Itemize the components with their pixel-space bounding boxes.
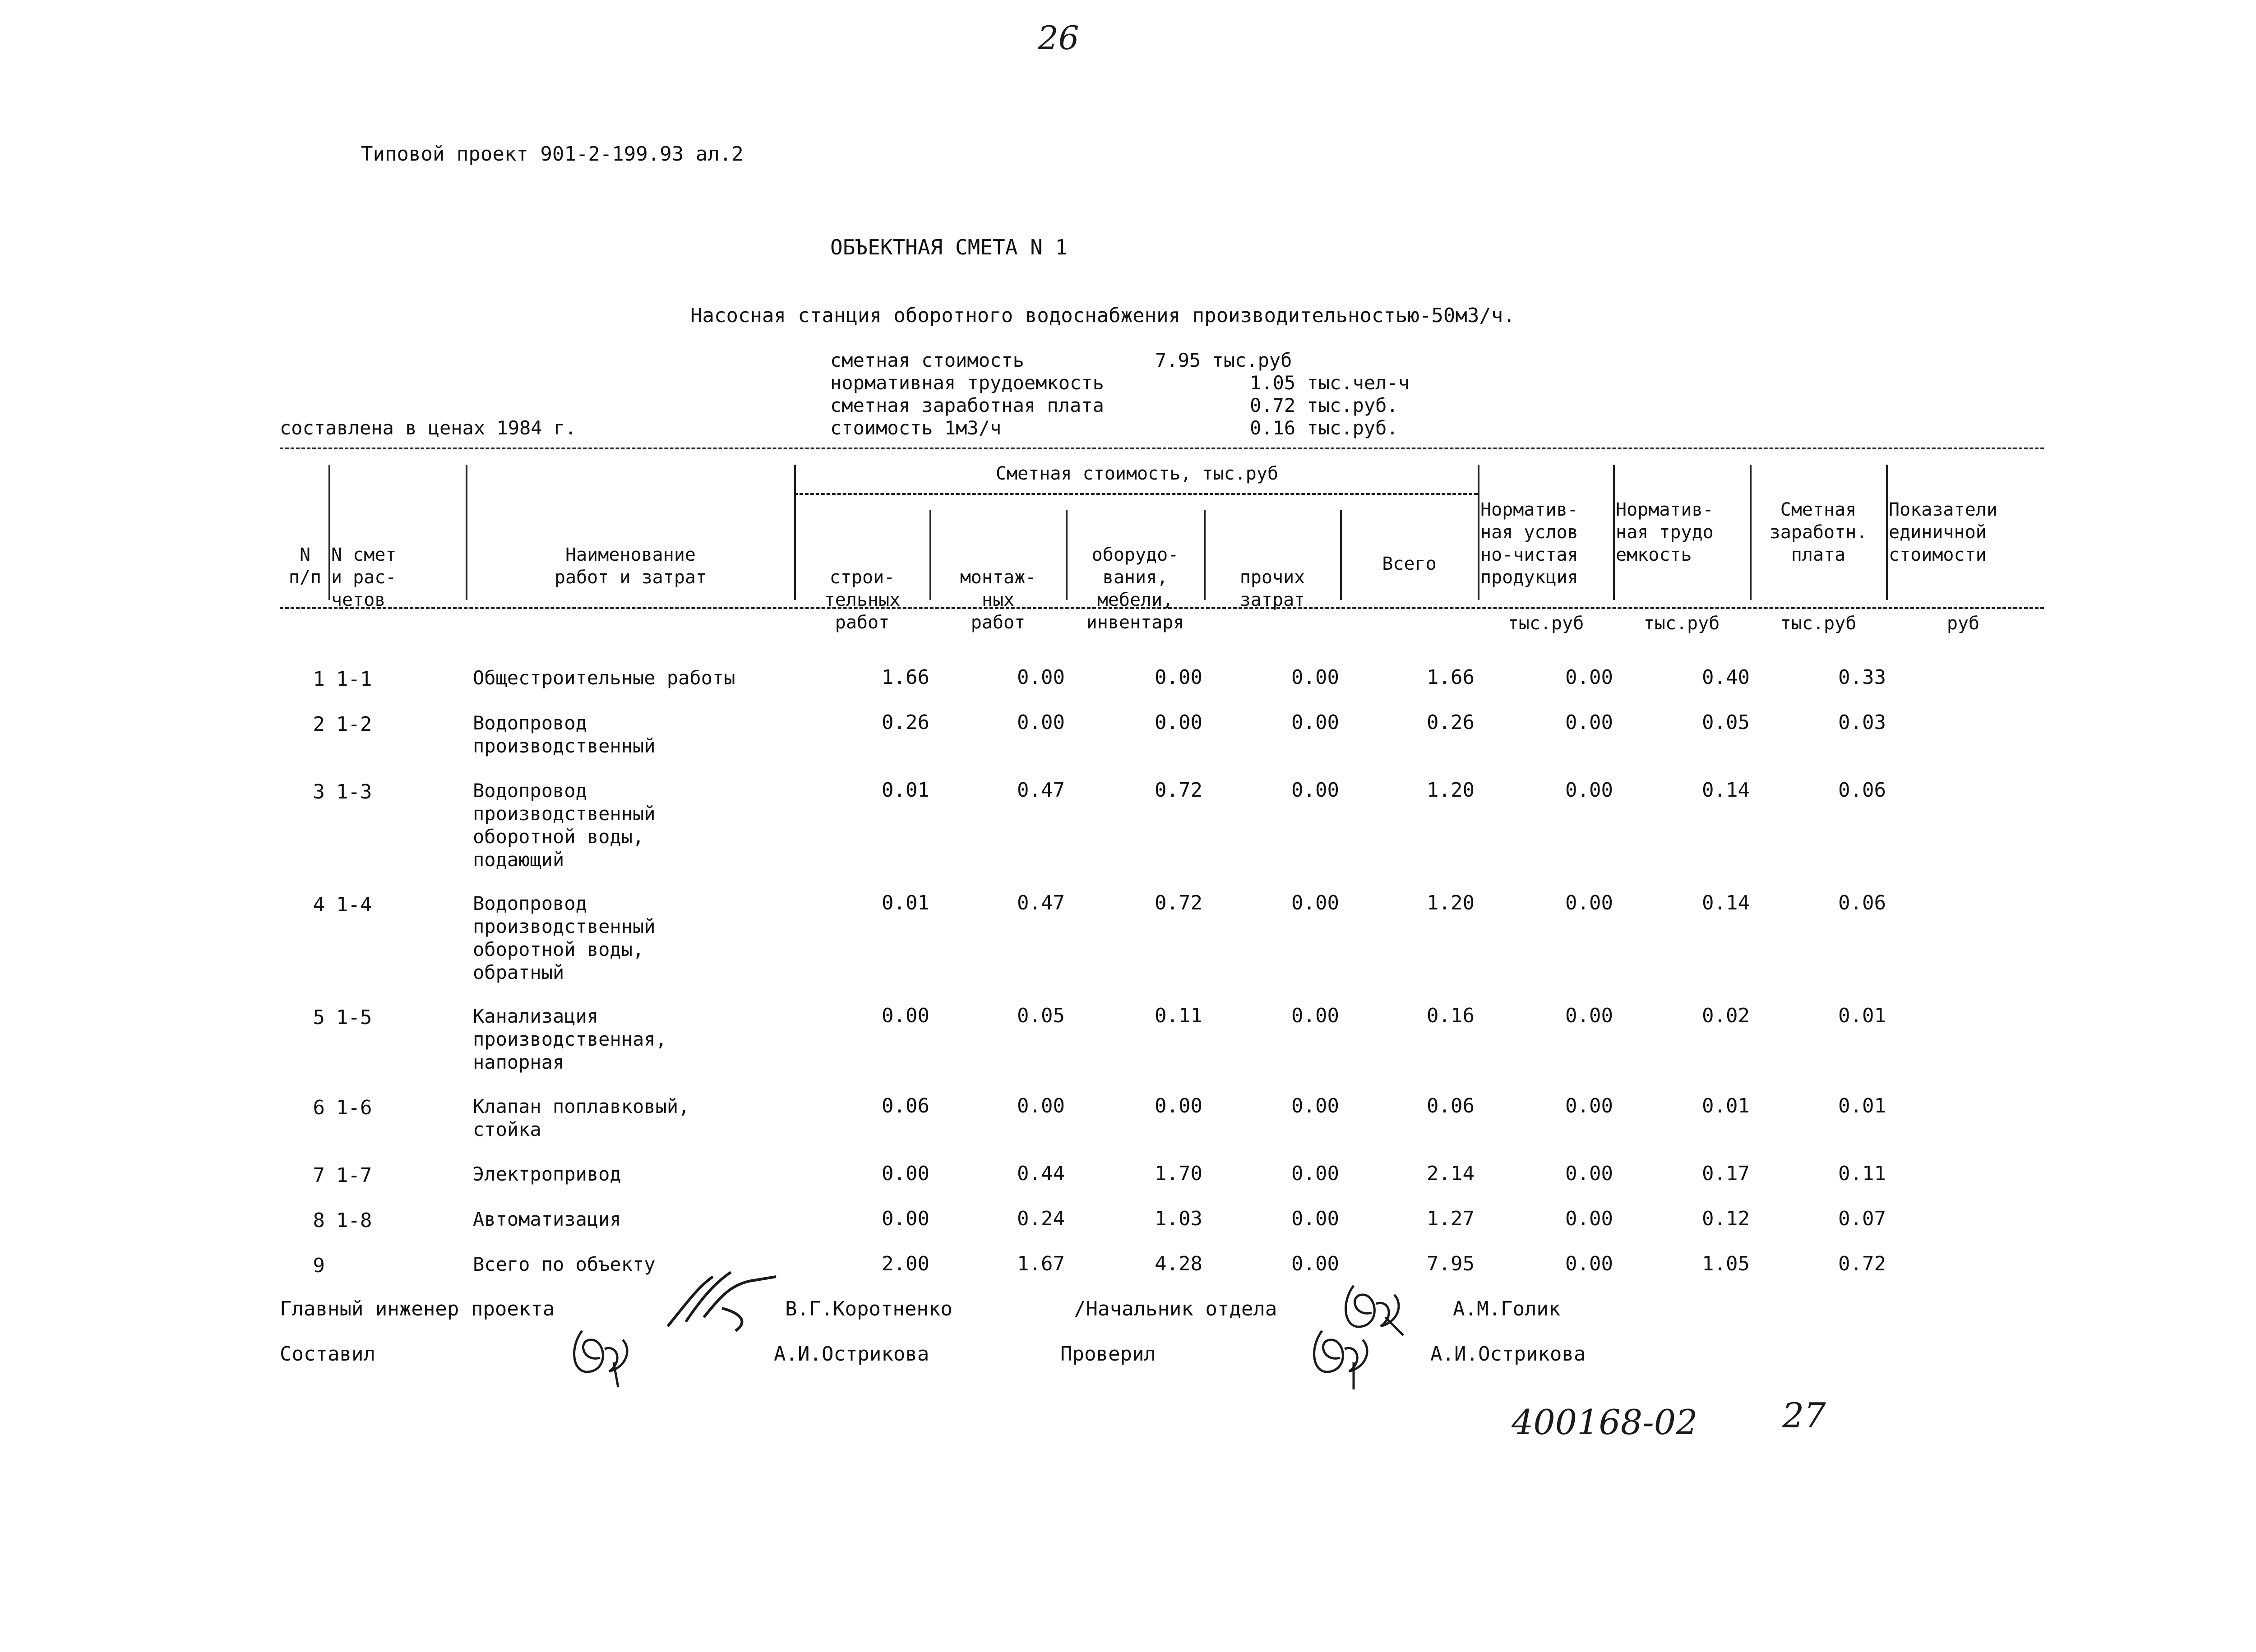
cell-construction: 2.00	[882, 1252, 929, 1275]
cell-other: 0.00	[1291, 1207, 1339, 1230]
cell-salary: 0.06	[1838, 891, 1886, 914]
cell-norm-labor: 1.05	[1702, 1252, 1750, 1275]
column-separator	[1478, 465, 1479, 600]
row-number: 4	[313, 893, 325, 916]
row-name: Водопровод производственный	[473, 712, 656, 757]
row-number: 1	[313, 668, 325, 691]
header-construction: строи- тельных работ	[824, 567, 901, 633]
checked-name: А.И.Острикова	[1430, 1343, 1586, 1366]
cell-mounting: 0.47	[1017, 779, 1065, 802]
cell-other: 0.00	[1291, 1094, 1339, 1117]
cell-norm-production: 0.00	[1565, 1162, 1613, 1185]
column-separator	[1204, 510, 1206, 600]
cell-mounting: 0.24	[1017, 1207, 1065, 1230]
row-number: 5	[313, 1006, 325, 1029]
cell-mounting: 0.00	[1017, 711, 1065, 734]
row-code: 1-3	[336, 780, 372, 803]
row-number: 3	[313, 780, 325, 803]
project-reference: Типовой проект 901-2-199.93 ал.2	[361, 143, 744, 166]
cell-equipment: 1.70	[1155, 1162, 1202, 1185]
cell-mounting: 0.44	[1017, 1162, 1065, 1185]
checked-signature-icon	[1304, 1322, 1381, 1389]
cell-equipment: 1.03	[1155, 1207, 1202, 1230]
cell-salary: 0.11	[1838, 1162, 1886, 1185]
summary-value: 0.16 тыс.руб.	[1250, 417, 1398, 439]
row-number: 8	[313, 1209, 325, 1232]
header-no: N п/п	[288, 545, 322, 588]
cell-other: 0.00	[1291, 1162, 1339, 1185]
cell-norm-production: 0.00	[1565, 711, 1613, 734]
cell-total: 1.66	[1427, 666, 1475, 689]
summary-label: стоимость 1м3/ч	[830, 417, 1002, 439]
cell-total: 2.14	[1427, 1162, 1475, 1185]
cell-construction: 0.00	[882, 1207, 929, 1230]
chief-engineer-signature-icon	[659, 1268, 781, 1335]
header-total: Всего	[1382, 554, 1437, 574]
header-other: прочих затрат	[1239, 567, 1305, 610]
dept-head-name: А.М.Голик	[1453, 1297, 1561, 1320]
summary-value: 7.95 тыс.руб	[1155, 349, 1292, 371]
cell-salary: 0.06	[1838, 779, 1886, 802]
cell-mounting: 0.00	[1017, 1094, 1065, 1117]
cell-norm-labor: 0.01	[1702, 1094, 1750, 1117]
header-unit-cost: Показатели единичной стоимости руб	[1889, 499, 1997, 634]
cell-total: 0.06	[1427, 1094, 1475, 1117]
header-group-cost: Сметная стоимость, тыс.руб	[995, 463, 1279, 484]
cell-norm-production: 0.00	[1565, 779, 1613, 802]
cell-mounting: 1.67	[1017, 1252, 1065, 1275]
row-name: Общестроительные работы	[473, 667, 735, 689]
row-name: Водопровод производственный оборотной воды, подающий	[473, 780, 656, 871]
cell-salary: 0.72	[1838, 1252, 1886, 1275]
cell-construction: 0.00	[882, 1004, 929, 1027]
summary-label: сметная заработная плата	[830, 394, 1104, 416]
cell-norm-production: 0.00	[1565, 666, 1613, 689]
row-name: Водопровод производственный оборотной воды, обратный	[473, 892, 656, 983]
stamp-number: 400168-02	[1512, 1402, 1698, 1442]
group-header-rule	[794, 493, 1478, 495]
cell-equipment: 0.00	[1155, 711, 1202, 734]
cell-other: 0.00	[1291, 1004, 1339, 1027]
header-equipment: оборудо- вания, мебели, инвентаря	[1086, 545, 1184, 633]
cell-norm-production: 0.00	[1565, 1094, 1613, 1117]
cell-mounting: 0.47	[1017, 891, 1065, 914]
page-number: 26	[1038, 19, 1079, 57]
cell-construction: 0.26	[882, 711, 929, 734]
column-separator	[794, 465, 796, 600]
row-code: 1-8	[336, 1209, 372, 1232]
column-separator	[929, 510, 931, 600]
cell-construction: 0.00	[882, 1162, 929, 1185]
cell-norm-labor: 0.17	[1702, 1162, 1750, 1185]
cell-norm-production: 0.00	[1565, 1207, 1613, 1230]
prices-note: составлена в ценах 1984 г.	[280, 417, 577, 439]
cell-norm-production: 0.00	[1565, 1004, 1613, 1027]
chief-engineer-label: Главный инженер проекта	[280, 1297, 555, 1320]
column-separator	[328, 465, 330, 600]
chief-engineer-name: В.Г.Коротненко	[785, 1297, 952, 1320]
cell-salary: 0.01	[1838, 1094, 1886, 1117]
cell-salary: 0.01	[1838, 1004, 1886, 1027]
document-title: ОБЪЕКТНАЯ СМЕТА N 1	[830, 235, 1068, 259]
cell-total: 0.26	[1427, 711, 1475, 734]
cell-other: 0.00	[1291, 666, 1339, 689]
row-code: 1-5	[336, 1006, 372, 1029]
checked-label: Проверил	[1060, 1343, 1156, 1366]
cell-equipment: 0.11	[1155, 1004, 1202, 1027]
cell-norm-labor: 0.02	[1702, 1004, 1750, 1027]
header-salary: Сметная заработн. плата тыс.руб	[1769, 499, 1868, 634]
row-code: 1-2	[336, 713, 372, 736]
cell-construction: 1.66	[882, 666, 929, 689]
header-norm-labor: Норматив- ная трудо емкость тыс.руб	[1616, 499, 1720, 634]
row-name: Автоматизация	[473, 1208, 621, 1230]
table-top-rule	[280, 448, 2044, 449]
summary-value: 0.72 тыс.руб.	[1250, 394, 1398, 416]
cell-norm-production: 0.00	[1565, 891, 1613, 914]
cell-equipment: 0.00	[1155, 666, 1202, 689]
summary-label: сметная стоимость	[830, 349, 1024, 371]
cell-norm-labor: 0.14	[1702, 891, 1750, 914]
cell-norm-labor: 0.14	[1702, 779, 1750, 802]
cell-salary: 0.33	[1838, 666, 1886, 689]
cell-equipment: 0.00	[1155, 1094, 1202, 1117]
cell-norm-labor: 0.12	[1702, 1207, 1750, 1230]
header-mounting: монтаж- ных работ	[960, 567, 1036, 633]
compiled-name: А.И.Острикова	[774, 1343, 929, 1366]
row-number: 6	[313, 1096, 325, 1119]
column-separator	[1886, 465, 1888, 600]
cell-total: 1.20	[1427, 779, 1475, 802]
cell-total: 1.20	[1427, 891, 1475, 914]
row-code: 1-1	[336, 668, 372, 691]
cell-norm-labor: 0.40	[1702, 666, 1750, 689]
cell-salary: 0.07	[1838, 1207, 1886, 1230]
header-name: Наименование работ и затрат	[554, 545, 707, 588]
summary-label: нормативная трудоемкость	[830, 372, 1104, 394]
cell-norm-labor: 0.05	[1702, 711, 1750, 734]
column-separator	[1066, 510, 1068, 600]
cell-construction: 0.06	[882, 1094, 929, 1117]
cell-salary: 0.03	[1838, 711, 1886, 734]
cell-total: 0.16	[1427, 1004, 1475, 1027]
cell-other: 0.00	[1291, 1252, 1339, 1275]
document-subtitle: Насосная станция оборотного водоснабжения производительностью-50м3/ч.	[690, 304, 1515, 327]
column-separator	[1340, 510, 1342, 600]
cell-mounting: 0.05	[1017, 1004, 1065, 1027]
cell-other: 0.00	[1291, 891, 1339, 914]
cell-construction: 0.01	[882, 779, 929, 802]
cell-equipment: 4.28	[1155, 1252, 1202, 1275]
row-number: 9	[313, 1254, 325, 1277]
row-number: 7	[313, 1164, 325, 1187]
summary-value: 1.05 тыс.чел-ч	[1250, 372, 1410, 394]
column-separator	[1613, 465, 1615, 600]
cell-total: 1.27	[1427, 1207, 1475, 1230]
compiled-label: Составил	[280, 1343, 375, 1366]
column-separator	[466, 465, 467, 600]
cell-mounting: 0.00	[1017, 666, 1065, 689]
row-code: 1-6	[336, 1096, 372, 1119]
cell-other: 0.00	[1291, 711, 1339, 734]
row-code: 1-4	[336, 893, 372, 916]
compiled-signature-icon	[564, 1322, 641, 1389]
dept-head-label: /Начальник отдела	[1074, 1297, 1277, 1320]
cell-total: 7.95	[1427, 1252, 1475, 1275]
row-name: Электропривод	[473, 1163, 621, 1185]
column-separator	[1750, 465, 1752, 600]
row-code: 1-7	[336, 1164, 372, 1187]
row-name: Всего по объекту	[473, 1253, 656, 1275]
cell-equipment: 0.72	[1155, 891, 1202, 914]
cell-construction: 0.01	[882, 891, 929, 914]
cell-other: 0.00	[1291, 779, 1339, 802]
row-name: Канализация производственная, напорная	[473, 1005, 667, 1073]
header-code: N смет и рас- четов	[331, 545, 397, 610]
row-name: Клапан поплавковый, стойка	[473, 1095, 690, 1140]
page-mark: 27	[1782, 1395, 1826, 1435]
cell-norm-production: 0.00	[1565, 1252, 1613, 1275]
row-number: 2	[313, 713, 325, 736]
cell-equipment: 0.72	[1155, 779, 1202, 802]
header-norm-production: Норматив- ная услов но-чистая продукция тыс.руб	[1480, 499, 1584, 634]
